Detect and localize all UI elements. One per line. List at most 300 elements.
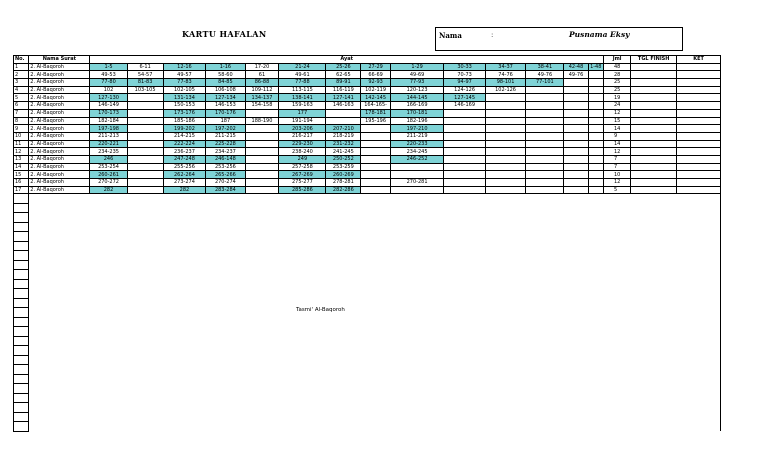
surah-name: 2. Al-Baqoroh <box>29 148 90 156</box>
ayat-cell: 102-126 <box>485 86 525 94</box>
table-row <box>14 148 721 156</box>
ayat-cell <box>526 155 564 163</box>
header-row <box>14 56 721 64</box>
empty-body-cell <box>29 260 721 270</box>
ayat-cell: 282 <box>90 186 127 194</box>
empty-row <box>14 412 721 422</box>
finish-date-cell <box>631 109 677 117</box>
ayat-cell <box>564 186 588 194</box>
ayat-cell <box>127 117 163 125</box>
ayat-cell <box>127 155 163 163</box>
finish-date-cell <box>631 102 677 110</box>
empty-body-cell <box>29 203 721 213</box>
empty-body-cell <box>29 403 721 413</box>
ayat-cell <box>245 125 279 133</box>
ayat-cell <box>444 125 486 133</box>
note-cell <box>677 148 721 156</box>
empty-body-cell <box>29 213 721 223</box>
ayat-cell <box>526 186 564 194</box>
note-cell <box>677 117 721 125</box>
ayat-cell <box>485 102 525 110</box>
ayat-cell: 270-281 <box>390 179 444 187</box>
ayat-cell: 142-145 <box>361 94 390 102</box>
ayat-cell: 77-83 <box>163 79 206 87</box>
surah-name: 2. Al-Baqoroh <box>29 102 90 110</box>
ayat-cell: 273-274 <box>163 179 206 187</box>
surah-name: 2. Al-Baqoroh <box>29 186 90 194</box>
ayat-cell <box>245 163 279 171</box>
ayat-cell: 49-53 <box>90 71 127 79</box>
ayat-cell <box>361 148 390 156</box>
empty-no-cell <box>14 346 29 356</box>
table-row <box>14 125 721 133</box>
ayat-cell: 260-261 <box>90 171 127 179</box>
empty-row <box>14 289 721 299</box>
empty-no-cell <box>14 203 29 213</box>
surah-name: 2. Al-Baqoroh <box>29 79 90 87</box>
ayat-cell <box>444 132 486 140</box>
memorization-table <box>13 55 721 432</box>
ayat-cell: 77-93 <box>390 79 444 87</box>
ayat-cell: 146-153 <box>206 102 245 110</box>
ayat-cell <box>588 125 603 133</box>
ayat-cell: 249 <box>279 155 326 163</box>
ayat-cell <box>245 155 279 163</box>
ayat-cell <box>127 94 163 102</box>
finish-date-cell <box>631 140 677 148</box>
ayat-cell <box>361 132 390 140</box>
empty-no-cell <box>14 374 29 384</box>
note-cell <box>677 94 721 102</box>
empty-no-cell <box>14 222 29 232</box>
ayat-cell: 127-145 <box>444 94 486 102</box>
row-number: 8 <box>14 117 29 125</box>
ayat-cell <box>588 86 603 94</box>
ayat-cell: 197-210 <box>390 125 444 133</box>
ayat-cell <box>526 179 564 187</box>
ayat-cell: 74-76 <box>485 71 525 79</box>
surah-name: 2. Al-Baqoroh <box>29 94 90 102</box>
ayat-cell <box>588 179 603 187</box>
ayat-cell <box>588 140 603 148</box>
empty-row <box>14 241 721 251</box>
ayat-cell <box>444 140 486 148</box>
ayat-cell <box>361 125 390 133</box>
empty-body-cell <box>29 374 721 384</box>
ayat-cell: 182-196 <box>390 117 444 125</box>
ayat-cell <box>526 102 564 110</box>
finish-date-cell <box>631 179 677 187</box>
ayat-cell: 222-224 <box>163 140 206 148</box>
count-cell: 10 <box>603 171 630 179</box>
ayat-cell: 231-232 <box>326 140 361 148</box>
empty-no-cell <box>14 422 29 432</box>
empty-row <box>14 317 721 327</box>
header-jml: Jml <box>603 56 630 64</box>
ayat-cell <box>326 117 361 125</box>
ayat-cell <box>485 171 525 179</box>
row-number: 10 <box>14 132 29 140</box>
ayat-cell: 214-215 <box>163 132 206 140</box>
surah-name: 2. Al-Baqoroh <box>29 179 90 187</box>
finish-date-cell <box>631 117 677 125</box>
empty-body-cell <box>29 412 721 422</box>
ayat-cell <box>245 140 279 148</box>
ayat-cell: 270-274 <box>206 179 245 187</box>
name-colon: : <box>491 31 494 39</box>
empty-no-cell <box>14 213 29 223</box>
row-number: 15 <box>14 171 29 179</box>
empty-body-cell <box>29 308 721 318</box>
note-cell <box>677 171 721 179</box>
ayat-cell: 207-210 <box>326 125 361 133</box>
count-cell: 24 <box>603 102 630 110</box>
note-cell <box>677 79 721 87</box>
count-cell: 14 <box>603 125 630 133</box>
empty-body-cell <box>29 422 721 432</box>
ayat-cell: 253-259 <box>326 163 361 171</box>
ayat-cell: 253-256 <box>206 163 245 171</box>
ayat-cell: 177 <box>279 109 326 117</box>
page-title: KARTU HAFALAN <box>182 29 267 39</box>
row-number: 11 <box>14 140 29 148</box>
count-cell: 19 <box>603 94 630 102</box>
empty-no-cell <box>14 289 29 299</box>
ayat-cell <box>444 155 486 163</box>
ayat-cell: 262-264 <box>163 171 206 179</box>
finish-date-cell <box>631 148 677 156</box>
ayat-cell: 229-230 <box>279 140 326 148</box>
ayat-cell: 282 <box>163 186 206 194</box>
ayat-cell <box>245 132 279 140</box>
note-cell <box>677 132 721 140</box>
ayat-cell: 199-202 <box>163 125 206 133</box>
ayat-cell <box>390 186 444 194</box>
table-row <box>14 71 721 79</box>
finish-date-cell <box>631 94 677 102</box>
ayat-cell: 138-141 <box>279 94 326 102</box>
empty-no-cell <box>14 241 29 251</box>
header-tgl: TGL FINISH <box>631 56 677 64</box>
ayat-cell <box>444 179 486 187</box>
ayat-cell: 270-272 <box>90 179 127 187</box>
note-cell <box>677 179 721 187</box>
count-cell: 12 <box>603 179 630 187</box>
empty-row <box>14 422 721 432</box>
ayat-cell <box>526 148 564 156</box>
ayat-cell <box>127 148 163 156</box>
empty-body-cell <box>29 279 721 289</box>
ayat-cell: 159-163 <box>279 102 326 110</box>
ayat-cell: 265-266 <box>206 171 245 179</box>
empty-body-cell <box>29 222 721 232</box>
ayat-cell <box>588 117 603 125</box>
ayat-cell <box>127 102 163 110</box>
ayat-cell: 154-158 <box>245 102 279 110</box>
ayat-cell: 6-11 <box>127 63 163 71</box>
surah-name: 2. Al-Baqoroh <box>29 132 90 140</box>
ayat-cell: 127-134 <box>206 94 245 102</box>
ayat-cell: 211-215 <box>206 132 245 140</box>
empty-body-cell <box>29 270 721 280</box>
ayat-cell <box>485 186 525 194</box>
ayat-cell <box>245 186 279 194</box>
ayat-cell <box>526 140 564 148</box>
ayat-cell <box>127 132 163 140</box>
row-number: 16 <box>14 179 29 187</box>
surah-name: 2. Al-Baqoroh <box>29 71 90 79</box>
name-box <box>435 27 683 51</box>
ayat-cell <box>485 179 525 187</box>
ayat-cell <box>564 117 588 125</box>
surah-name: 2. Al-Baqoroh <box>29 109 90 117</box>
ayat-cell: 225-228 <box>206 140 245 148</box>
empty-no-cell <box>14 308 29 318</box>
ayat-cell <box>564 109 588 117</box>
table-row <box>14 186 721 194</box>
ayat-cell <box>361 186 390 194</box>
surah-name: 2. Al-Baqoroh <box>29 163 90 171</box>
ayat-cell <box>588 79 603 87</box>
ayat-cell <box>127 171 163 179</box>
row-number: 9 <box>14 125 29 133</box>
ayat-cell <box>526 86 564 94</box>
ayat-cell: 58-60 <box>206 71 245 79</box>
empty-body-cell <box>29 327 721 337</box>
table-row <box>14 171 721 179</box>
finish-date-cell <box>631 155 677 163</box>
empty-body-cell <box>29 289 721 299</box>
note-cell <box>677 86 721 94</box>
ayat-cell: 238-240 <box>279 148 326 156</box>
ayat-cell: 102-105 <box>163 86 206 94</box>
finish-date-cell <box>631 125 677 133</box>
ayat-cell: 267-269 <box>279 171 326 179</box>
row-number: 6 <box>14 102 29 110</box>
ayat-cell <box>526 132 564 140</box>
empty-no-cell <box>14 279 29 289</box>
ayat-cell <box>526 94 564 102</box>
ayat-cell <box>127 186 163 194</box>
empty-body-cell <box>29 365 721 375</box>
ayat-cell: 66-69 <box>361 71 390 79</box>
ayat-cell <box>526 171 564 179</box>
table-row <box>14 63 721 71</box>
count-cell: 7 <box>603 155 630 163</box>
empty-body-cell <box>29 393 721 403</box>
header-ket: KET <box>677 56 721 64</box>
surah-name: 2. Al-Baqoroh <box>29 63 90 71</box>
table-row <box>14 179 721 187</box>
ayat-cell <box>361 140 390 148</box>
ayat-cell <box>564 155 588 163</box>
ayat-cell: 170-176 <box>206 109 245 117</box>
ayat-cell: 120-123 <box>390 86 444 94</box>
ayat-cell: 282-286 <box>326 186 361 194</box>
ayat-cell: 102-119 <box>361 86 390 94</box>
ayat-cell: 285-286 <box>279 186 326 194</box>
ayat-cell: 92-93 <box>361 79 390 87</box>
ayat-cell: 187 <box>206 117 245 125</box>
ayat-cell <box>127 109 163 117</box>
count-cell: 25 <box>603 79 630 87</box>
empty-no-cell <box>14 260 29 270</box>
name-label: Nama <box>439 31 462 40</box>
ayat-cell: 34-37 <box>485 63 525 71</box>
ayat-cell <box>564 171 588 179</box>
ayat-cell <box>485 148 525 156</box>
empty-row <box>14 270 721 280</box>
ayat-cell: 30-33 <box>444 63 486 71</box>
finish-date-cell <box>631 186 677 194</box>
ayat-cell: 89-91 <box>326 79 361 87</box>
ayat-cell <box>588 94 603 102</box>
ayat-cell <box>485 109 525 117</box>
ayat-cell: 62-65 <box>326 71 361 79</box>
ayat-cell: 144-145 <box>390 94 444 102</box>
ayat-cell: 191-194 <box>279 117 326 125</box>
ayat-cell: 234-245 <box>390 148 444 156</box>
ayat-cell <box>588 148 603 156</box>
surah-name: 2. Al-Baqoroh <box>29 117 90 125</box>
ayat-cell <box>485 117 525 125</box>
ayat-cell <box>245 171 279 179</box>
surah-name: 2. Al-Baqoroh <box>29 171 90 179</box>
empty-body-cell <box>29 336 721 346</box>
ayat-cell: 146-169 <box>444 102 486 110</box>
ayat-cell: 197-202 <box>206 125 245 133</box>
note-cell <box>677 71 721 79</box>
ayat-cell: 178-181 <box>361 109 390 117</box>
ayat-cell: 218-219 <box>326 132 361 140</box>
ayat-cell: 197-198 <box>90 125 127 133</box>
ayat-cell: 1-5 <box>90 63 127 71</box>
row-number: 4 <box>14 86 29 94</box>
count-cell: 48 <box>603 63 630 71</box>
empty-no-cell <box>14 194 29 204</box>
empty-no-cell <box>14 384 29 394</box>
ayat-cell: 257-258 <box>279 163 326 171</box>
ayat-cell: 49-76 <box>526 71 564 79</box>
ayat-cell: 146-149 <box>90 102 127 110</box>
empty-no-cell <box>14 317 29 327</box>
table-row <box>14 140 721 148</box>
ayat-cell <box>588 132 603 140</box>
ayat-cell: 220-221 <box>90 140 127 148</box>
empty-no-cell <box>14 403 29 413</box>
ayat-cell: 164-165- <box>361 102 390 110</box>
ayat-cell: 1-16 <box>206 63 245 71</box>
ayat-cell <box>588 163 603 171</box>
ayat-cell: 150-153 <box>163 102 206 110</box>
ayat-cell: 109-112 <box>245 86 279 94</box>
name-value[interactable]: Pusnama Eksy <box>569 30 630 39</box>
note-cell <box>677 140 721 148</box>
ayat-cell: 278-281 <box>326 179 361 187</box>
empty-row <box>14 279 721 289</box>
empty-no-cell <box>14 327 29 337</box>
note-cell <box>677 125 721 133</box>
table-row <box>14 117 721 125</box>
table-row <box>14 86 721 94</box>
empty-body-cell <box>29 194 721 204</box>
ayat-cell: 49-57 <box>163 71 206 79</box>
ayat-cell <box>588 186 603 194</box>
surah-name: 2. Al-Baqoroh <box>29 125 90 133</box>
finish-date-cell <box>631 86 677 94</box>
empty-no-cell <box>14 393 29 403</box>
ayat-cell: 173-176 <box>163 109 206 117</box>
empty-row <box>14 355 721 365</box>
ayat-cell <box>564 148 588 156</box>
ayat-cell: 81-83 <box>127 79 163 87</box>
empty-row <box>14 194 721 204</box>
surah-name: 2. Al-Baqoroh <box>29 140 90 148</box>
note-cell <box>677 109 721 117</box>
ayat-cell <box>564 94 588 102</box>
count-cell: 28 <box>603 71 630 79</box>
table-row <box>14 94 721 102</box>
ayat-cell: 203-206 <box>279 125 326 133</box>
empty-body-cell <box>29 355 721 365</box>
note-cell <box>677 63 721 71</box>
count-cell: 25 <box>603 86 630 94</box>
empty-row <box>14 403 721 413</box>
note-cell <box>677 102 721 110</box>
ayat-cell: 77-88 <box>279 79 326 87</box>
ayat-cell: 42-48 <box>564 63 588 71</box>
ayat-cell: 49-69 <box>390 71 444 79</box>
ayat-cell <box>588 102 603 110</box>
ayat-cell: 49-61 <box>279 71 326 79</box>
empty-row <box>14 298 721 308</box>
row-number: 3 <box>14 79 29 87</box>
ayat-cell <box>564 86 588 94</box>
empty-row <box>14 346 721 356</box>
ayat-cell <box>564 140 588 148</box>
ayat-cell <box>564 132 588 140</box>
ayat-cell <box>526 109 564 117</box>
empty-row <box>14 327 721 337</box>
ayat-cell <box>361 155 390 163</box>
ayat-cell: 1-29 <box>390 63 444 71</box>
ayat-cell: 220-233 <box>390 140 444 148</box>
ayat-cell <box>485 163 525 171</box>
ayat-cell: 98-101 <box>485 79 525 87</box>
ayat-cell: 77-80 <box>90 79 127 87</box>
ayat-cell <box>127 179 163 187</box>
ayat-cell <box>361 179 390 187</box>
ayat-cell: 1-48 <box>588 63 603 71</box>
finish-date-cell <box>631 171 677 179</box>
ayat-cell: 21-24 <box>279 63 326 71</box>
empty-row <box>14 260 721 270</box>
ayat-cell <box>127 140 163 148</box>
row-number: 12 <box>14 148 29 156</box>
empty-no-cell <box>14 270 29 280</box>
ayat-cell <box>564 102 588 110</box>
table-row <box>14 79 721 87</box>
ayat-cell: 185-186 <box>163 117 206 125</box>
ayat-cell: 195-196 <box>361 117 390 125</box>
ayat-cell <box>485 155 525 163</box>
empty-row <box>14 365 721 375</box>
empty-no-cell <box>14 336 29 346</box>
header-no: No. <box>14 56 29 64</box>
ayat-cell: 246-148 <box>206 155 245 163</box>
count-cell: 7 <box>603 163 630 171</box>
finish-date-cell <box>631 63 677 71</box>
